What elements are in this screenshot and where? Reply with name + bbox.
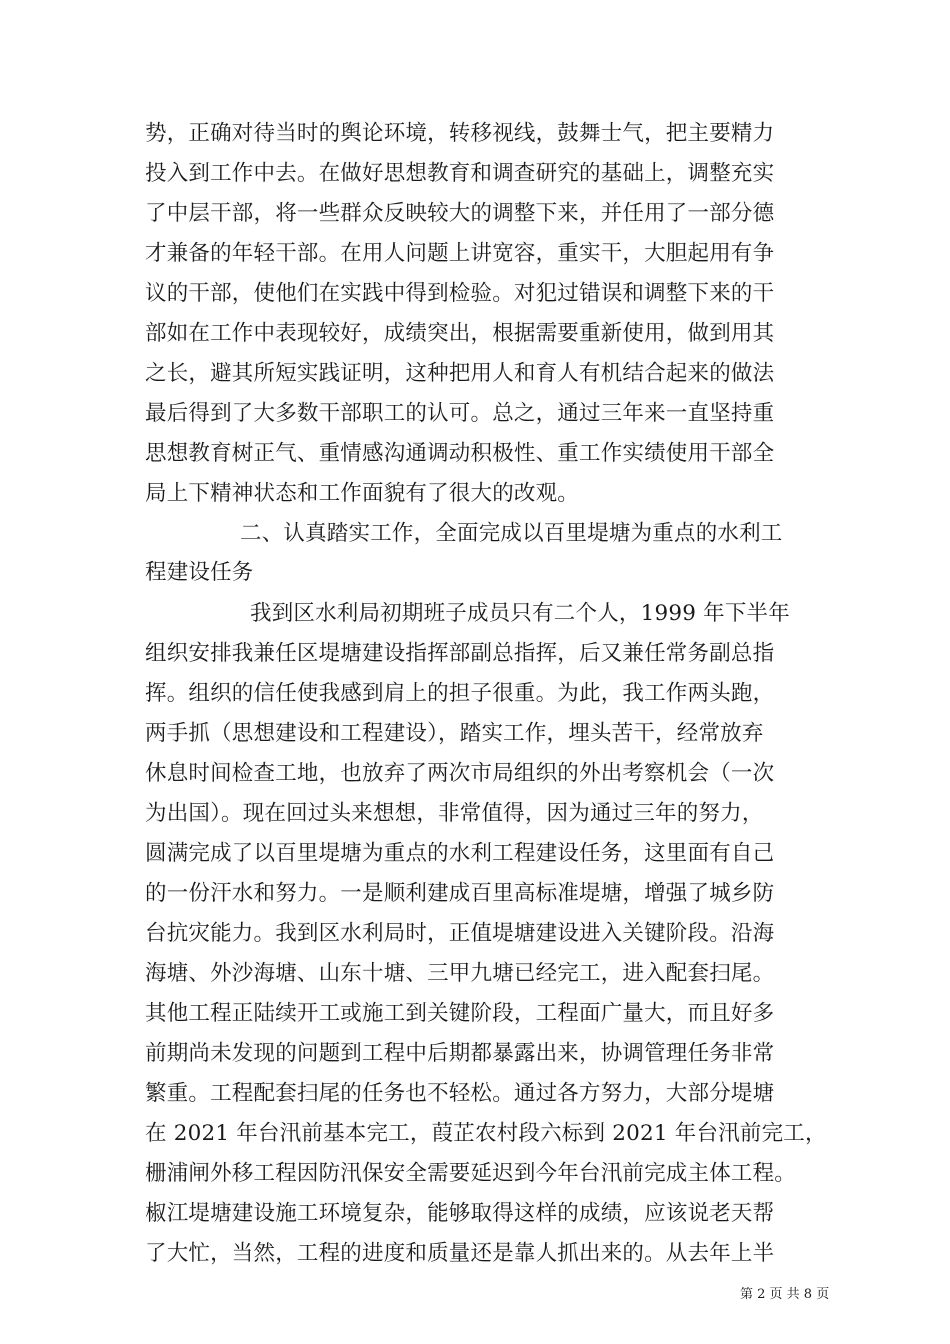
section-heading-line: 程建设任务 [145,560,254,585]
body-text-line: 组织安排我兼任区堤塘建设指挥部副总指挥，后又兼任常务副总指 [145,641,775,666]
body-text-line: 了中层干部，将一些群众反映较大的调整下来，并任用了一部分德 [145,201,775,226]
body-text-line: 休息时间检查工地，也放弃了两次市局组织的外出考察机会（一次 [145,761,775,786]
body-text-line: 势，正确对待当时的舆论环境，转移视线，鼓舞士气，把主要精力 [145,121,775,146]
body-text-line: 台抗灾能力。我到区水利局时，正值堤塘建设进入关键阶段。沿海 [145,921,775,946]
body-text-line: 栅浦闸外移工程因防汛保安全需要延迟到今年台汛前完成主体工程。 [145,1161,797,1186]
body-text-line: 了大忙，当然，工程的进度和质量还是靠人抓出来的。从去年上半 [145,1241,775,1266]
body-text-line: 我到区水利局初期班子成员只有二个人，1999 年下半年 [250,601,790,626]
body-text-line: 前期尚未发现的问题到工程中后期都暴露出来，协调管理任务非常 [145,1041,775,1066]
body-text-line: 最后得到了大多数干部职工的认可。总之，通过三年来一直坚持重 [145,401,775,426]
section-heading-line: 二、认真踏实工作，全面完成以百里堤塘为重点的水利工 [240,521,783,546]
body-text-line: 投入到工作中去。在做好思想教育和调查研究的基础上，调整充实 [145,161,775,186]
body-text-line: 为出国）。现在回过头来想想，非常值得，因为通过三年的努力， [145,801,764,826]
body-text-line: 思想教育树正气、重情感沟通调动积极性、重工作实绩使用干部全 [145,441,775,466]
body-text-line: 部如在工作中表现较好，成绩突出，根据需要重新使用，做到用其 [145,321,775,346]
body-text-line: 在 2021 年台汛前基本完工，葭芷农村段六标到 2021 年台汛前完工， [145,1121,827,1146]
body-text-line: 之长，避其所短实践证明，这种把用人和育人有机结合起来的做法 [145,361,775,386]
body-text-line: 挥。组织的信任使我感到肩上的担子很重。为此，我工作两头跑， [145,681,775,706]
body-text-line: 圆满完成了以百里堤塘为重点的水利工程建设任务，这里面有自己 [145,841,775,866]
body-text-line: 椒江堤塘建设施工环境复杂，能够取得这样的成绩，应该说老天帮 [145,1201,775,1226]
body-text-line: 其他工程正陆续开工或施工到关键阶段，工程面广量大，而且好多 [145,1001,775,1026]
body-text-line: 两手抓（思想建设和工程建设），踏实工作，埋头苦干，经常放弃 [145,721,764,746]
body-text-line: 议的干部，使他们在实践中得到检验。对犯过错误和调整下来的干 [145,281,775,306]
body-text-line: 的一份汗水和努力。一是顺利建成百里高标准堤塘，增强了城乡防 [145,881,775,906]
body-text-line: 才兼备的年轻干部。在用人问题上讲宽容，重实干，大胆起用有争 [145,241,775,266]
body-text-line: 繁重。工程配套扫尾的任务也不轻松。通过各方努力，大部分堤塘 [145,1081,775,1106]
body-text-line: 海塘、外沙海塘、山东十塘、三甲九塘已经完工，进入配套扫尾。 [145,961,775,986]
body-text-line: 局上下精神状态和工作面貌有了很大的改观。 [145,481,580,506]
page-number-footer: 第 2 页 共 8 页 [740,1287,830,1302]
